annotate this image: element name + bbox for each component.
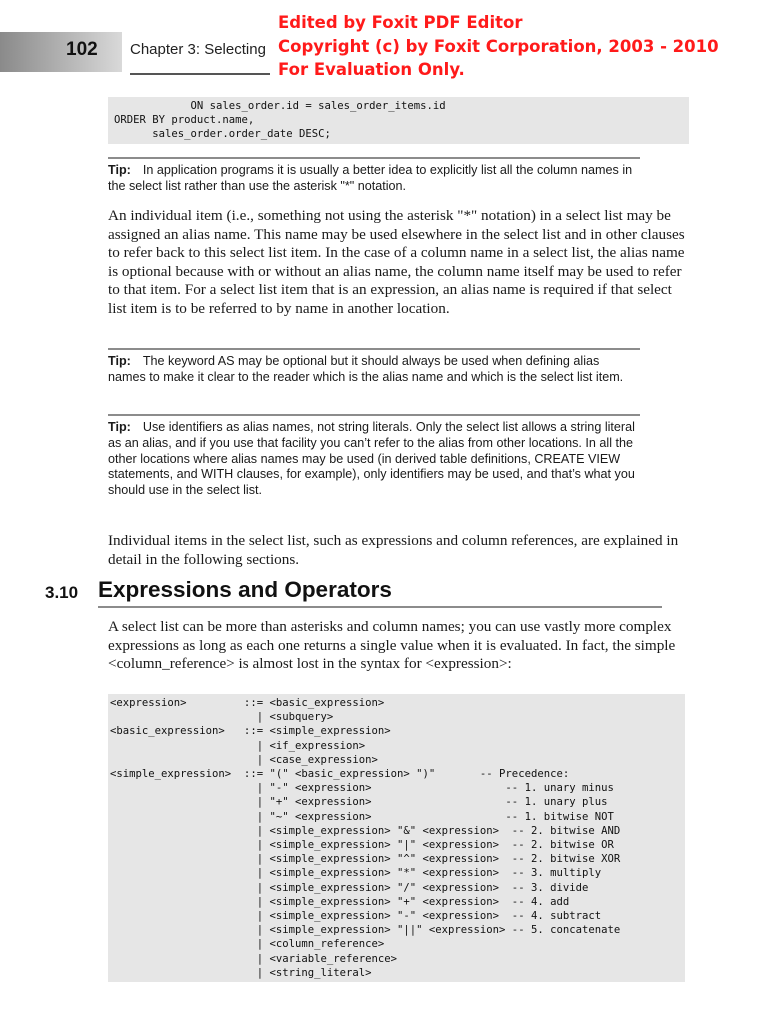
watermark-line-1: Edited by Foxit PDF Editor	[278, 13, 523, 32]
watermark-line-2: Copyright (c) by Foxit Corporation, 2003 - 2010	[278, 36, 719, 56]
header-band	[0, 32, 122, 72]
foxit-watermark	[278, 11, 719, 82]
section-rule	[98, 606, 662, 608]
code-block-expression-syntax: <expression> ::= <basic_expression> | <subquery> <basic_expression> ::= <simple_expression> | <if_expression> | <case_expression> <simple_expression> ::= "(" <basic_expression> ")" -- Precedence: | "-" <expression> -- 1. unary minus | "+" <expression> -- 1. unary plus | "~" <expression> -- 1. bitwise NOT | <simple_expression> "&" <expression> -- 2. bitwise AND | <simple_expression> "|" <expression> -- 2. bitwise OR | <simple_expression> "^" <expression> -- 2. bitwise XOR | <simple_expression> "*" <expression> -- 3. multiply | <simple_expression> "/" <expression> -- 3. divide | <simple_expression> "+" <expression> -- 4. add | <simple_expression> "-" <expression> -- 4. subtract | <simple_expression> "||" <expression> -- 5. concatenate | <column_reference> | <variable_reference> | <string_literal>	[108, 694, 685, 982]
watermark-line-3: For Evaluation Only.	[278, 60, 465, 79]
tip-box	[108, 348, 640, 386]
page-number: 102	[66, 39, 98, 60]
body-paragraph: A select list can be more than asterisks and column names; you can use vastly more complex expressions as long as each one returns a single value when it is evaluated. In fact, the simple <column_reference> is almost lost in the syntax for <expression>:	[108, 618, 676, 673]
tip-label: Tip:	[108, 163, 131, 177]
tip-label: Tip:	[108, 420, 131, 434]
header-rule	[130, 73, 270, 75]
body-paragraph: An individual item (i.e., something not using the asterisk "*" notation) in a select list may be assigned an alias name. This name may be used elsewhere in the select list and in other clauses to refer back to this select list item. In the case of a column name in a select list, the alias name is optional because with or without an alias name, the column name itself may be used to refer to that item. For a select list item that is an expression, an alias name is required if that select list item is to be referred to by name in another location.	[108, 207, 685, 317]
code-block-order-by: ON sales_order.id = sales_order_items.id ORDER BY product.name, sales_order.order_date DESC;	[108, 97, 689, 144]
tip-label: Tip:	[108, 354, 131, 368]
tip-text: In application programs it is usually a better idea to explicitly list all the column names in the select list rather than use the asterisk "*" notation.	[108, 163, 633, 193]
section-title: Expressions and Operators	[98, 577, 392, 602]
body-paragraph: Individual items in the select list, such as expressions and column references, are explained in detail in the following sections.	[108, 532, 679, 568]
tip-box	[108, 414, 640, 499]
chapter-title: Chapter 3: Selecting	[130, 41, 266, 58]
tip-text: Use identifiers as alias names, not string literals. Only the select list allows a string literal as an alias, and if you use that facility you can’t refer to the alias from other locations. In all the other locations where alias names may be used (in derived table definitions, CREATE VIEW statements, and WITH clauses, for example), only identifiers may be used, and that’s what you should use in the select list.	[108, 420, 635, 498]
tip-box	[108, 157, 640, 195]
tip-text: The keyword AS may be optional but it should always be used when defining alias names to make it clear to the reader which is the alias name and which is the select list item.	[108, 354, 624, 384]
section-number: 3.10	[45, 583, 79, 602]
